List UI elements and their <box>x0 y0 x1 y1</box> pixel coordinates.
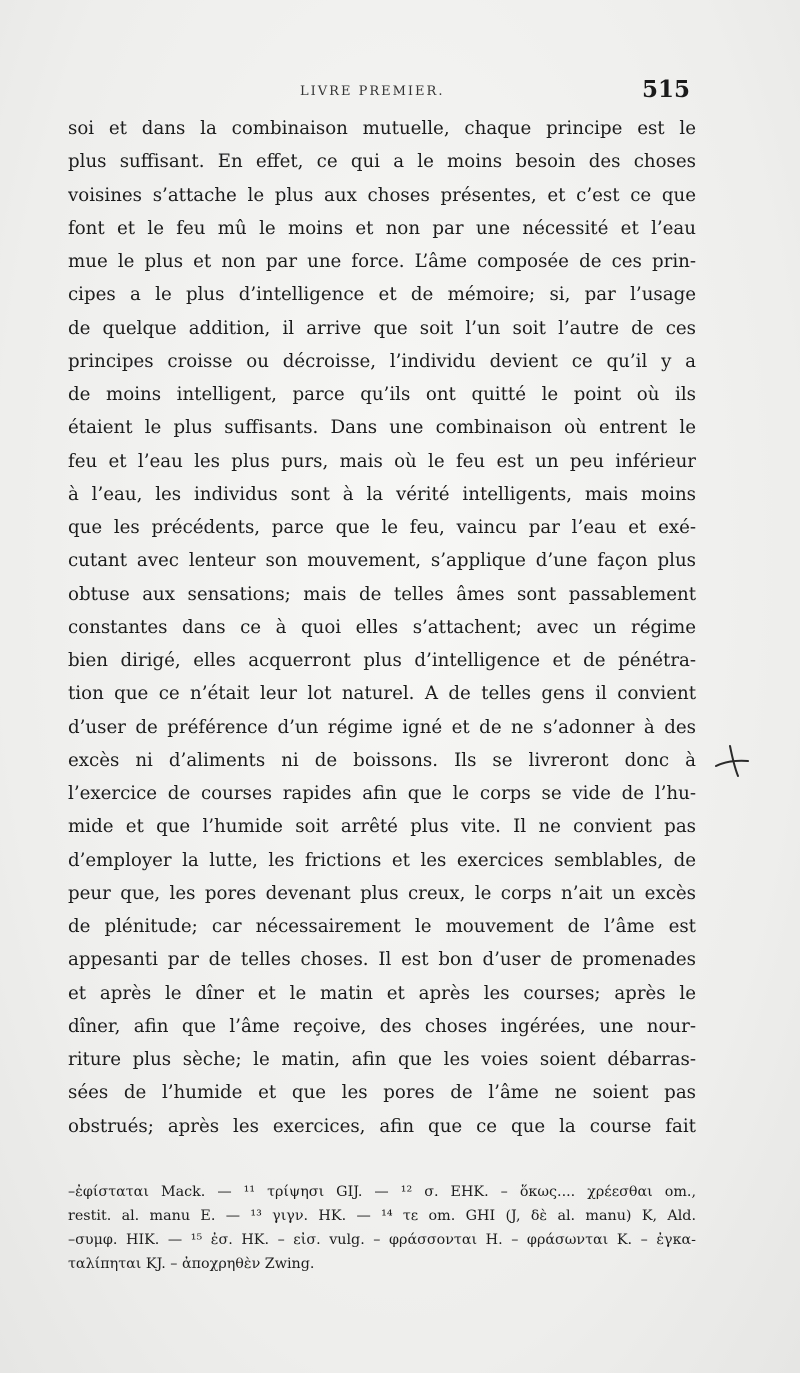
footnote-line: ταλίπηται KJ. – ἀποχρηθὲν Zwing. <box>68 1256 315 1272</box>
text-line: d’employer la lutte, les frictions et les exercices semblables, de <box>68 849 696 871</box>
text-line: de quelque addition, il arrive que soit l’un soit l’autre de ces <box>68 317 696 339</box>
text-line: à l’eau, les individus sont à la vérité intelligents, mais moins <box>68 483 696 505</box>
text-line: cutant avec lenteur son mouvement, s’applique d’une façon plus <box>68 550 696 572</box>
text-line: voisines s’attache le plus aux choses présentes, et c’est ce que <box>68 184 696 206</box>
text-line: riture plus sèche; le matin, afin que les voies soient débarras- <box>68 1049 696 1070</box>
text-line: mide et que l’humide soit arrêté plus vite. Il ne convient pas <box>68 816 696 838</box>
text-line: constantes dans ce à quoi elles s’attachent; avec un régime <box>68 616 696 638</box>
text-line: d’user de préférence d’un régime igné et de ne s’adonner à des <box>68 716 696 738</box>
text-line: l’exercice de courses rapides afin que le corps se vide de l’hu- <box>68 783 696 804</box>
text-line: mue le plus et non par une force. L’âme composée de ces prin- <box>68 251 696 272</box>
text-line: bien dirigé, elles acquerront plus d’intelligence et de pénétra- <box>68 650 696 671</box>
text-line: de plénitude; car nécessairement le mouvement de l’âme est <box>68 916 696 937</box>
page-number: 515 <box>641 76 690 103</box>
text-line: feu et l’eau les plus purs, mais où le feu est un peu inférieur <box>68 450 696 472</box>
text-line: obstrués; après les exercices, afin que ce que la course fait <box>68 1115 696 1137</box>
text-line: soi et dans la combinaison mutuelle, chaque principe est le <box>68 118 696 139</box>
footnote-line: –συμφ. HIK. — ¹⁵ ἐσ. HK. – εἰσ. vulg. – φράσσονται H. – φράσωνται K. – ἐγκα- <box>68 1232 696 1248</box>
handwritten-cross-mark <box>712 740 752 780</box>
running-head: LIVRE PREMIER. <box>300 84 445 99</box>
text-line: appesanti par de telles choses. Il est bon d’user de promenades <box>68 949 696 971</box>
text-line: sées de l’humide et que les pores de l’âme ne soient pas <box>68 1082 696 1104</box>
text-line: plus suffisant. En effet, ce qui a le moins besoin des choses <box>68 151 696 173</box>
text-line: font et le feu mû le moins et non par une nécessité et l’eau <box>68 217 696 239</box>
page-header <box>68 76 690 108</box>
text-line: obtuse aux sensations; mais de telles âmes sont passablement <box>68 583 696 605</box>
text-line: principes croisse ou décroisse, l’individu devient ce qu’il y a <box>68 350 696 372</box>
text-line: excès ni d’aliments ni de boissons. Ils se livreront donc à <box>68 749 696 771</box>
text-line: que les précédents, parce que le feu, vaincu par l’eau et exé- <box>68 517 696 538</box>
main-text <box>68 112 696 1143</box>
text-line: de moins intelligent, parce qu’ils ont quitté le point où ils <box>68 384 696 405</box>
text-line: dîner, afin que l’âme reçoive, des choses ingérées, une nour- <box>68 1015 696 1037</box>
footnotes <box>68 1180 696 1276</box>
footnote-line: –ἐφίσταται Mack. — ¹¹ τρίψησι GIJ. — ¹² σ. EHK. – ὅκως.... χρέεσθαι om., <box>68 1184 696 1200</box>
text-line: cipes a le plus d’intelligence et de mémoire; si, par l’usage <box>68 284 696 306</box>
text-line: et après le dîner et le matin et après les courses; après le <box>68 982 696 1004</box>
footnote-line: restit. al. manu E. — ¹³ γιγν. HK. — ¹⁴ τε om. GHI (J, δὲ al. manu) K, Ald. <box>68 1208 696 1224</box>
text-line: peur que, les pores devenant plus creux, le corps n’ait un excès <box>68 882 696 904</box>
text-line: tion que ce n’était leur lot naturel. A de telles gens il convient <box>68 683 696 705</box>
text-line: étaient le plus suffisants. Dans une combinaison où entrent le <box>68 417 696 439</box>
